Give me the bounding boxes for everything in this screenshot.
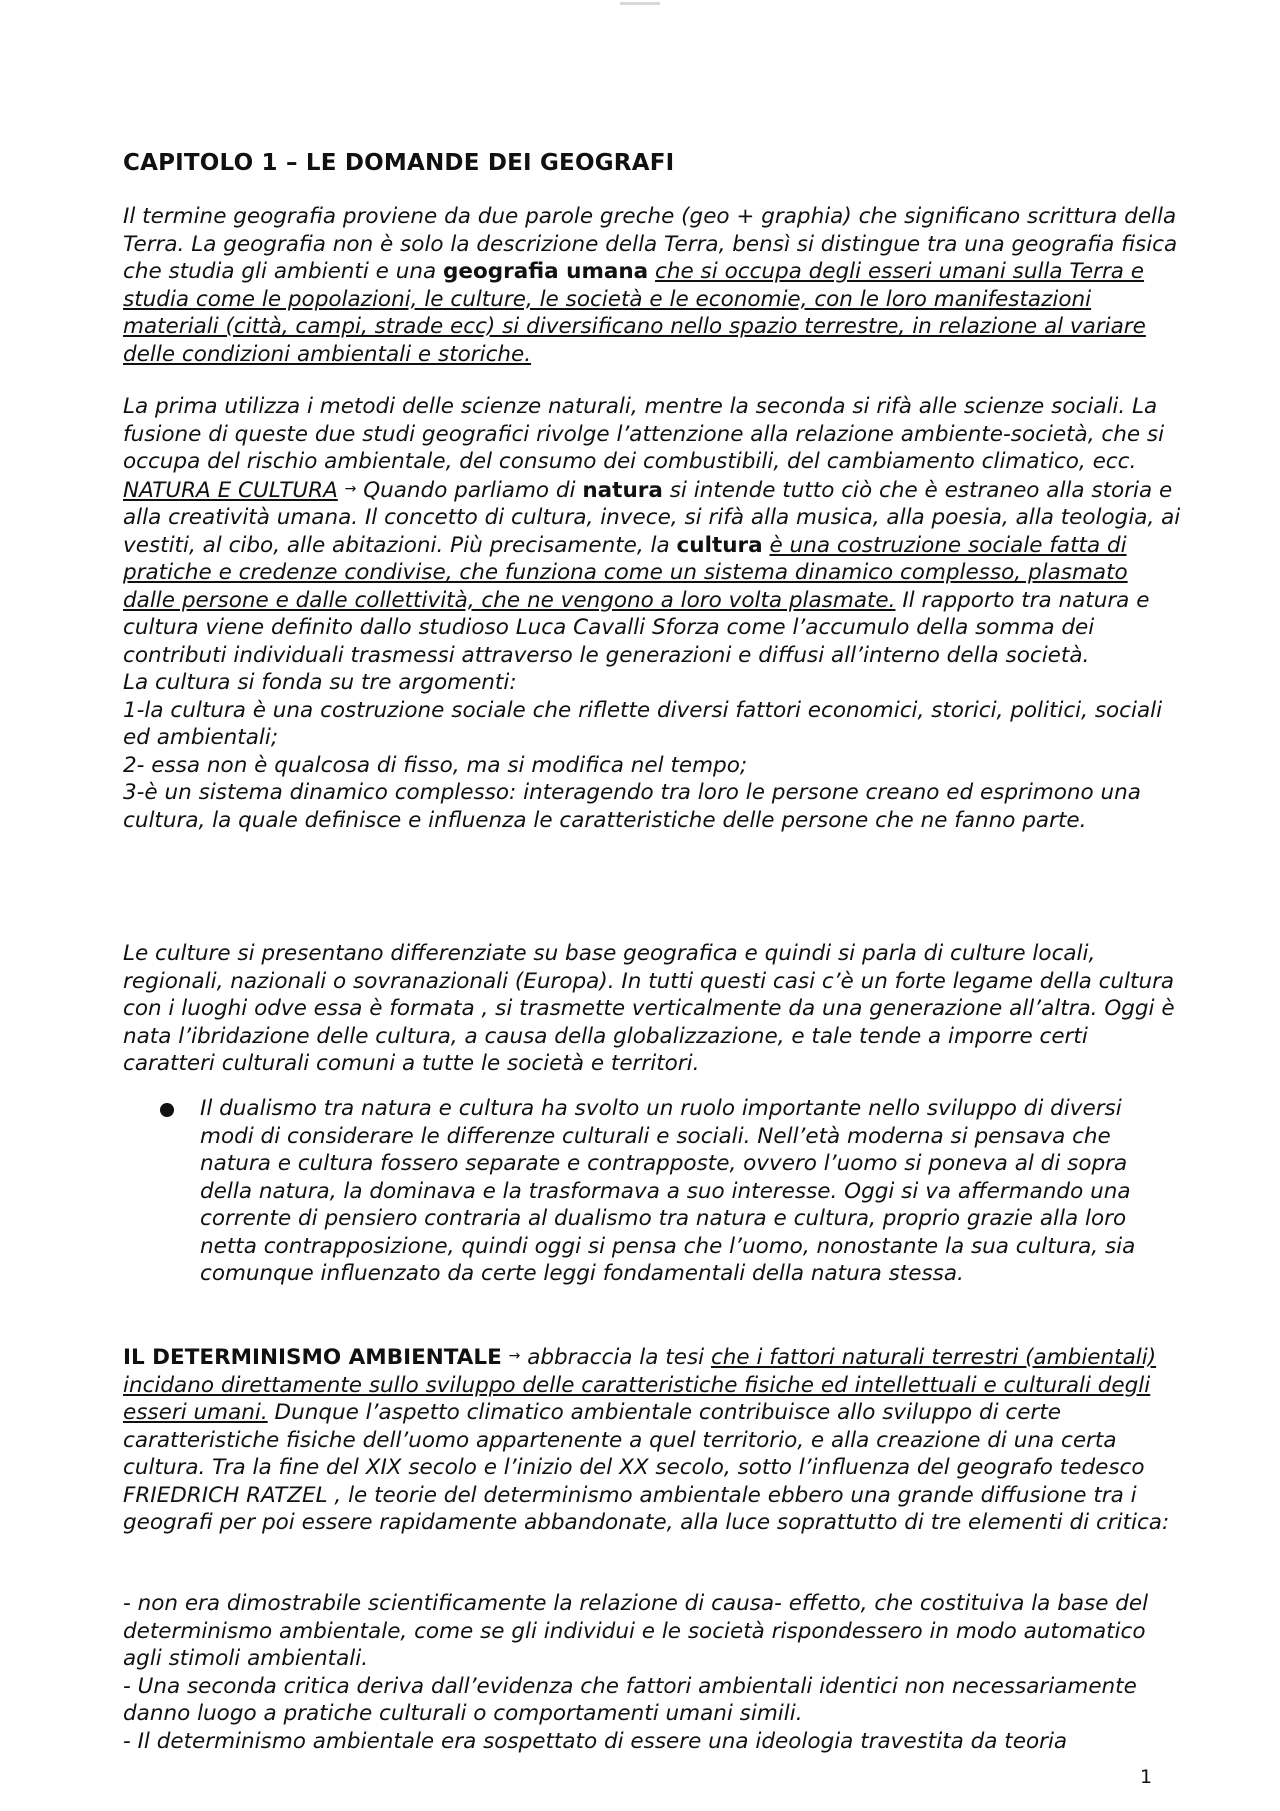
paragraph-determinismo	[123, 1343, 1183, 1537]
intro-underlined-definition: che si occupa degli esseri umani sulla Terra e studia come le popolazioni, le culture, le società e le economie, con le loro manifestazioni materiali (città, campi, strade ecc) si diversificano nello spazio terrestre, in relazione al variare delle condizioni ambientali e storiche.	[123, 259, 1146, 367]
list-item-1: 1-la cultura è una costruzione sociale che riflette diversi fattori economici, storici, politici, sociali ed ambientali;	[123, 697, 1163, 750]
nc-text-a: Quando parliamo di	[356, 477, 583, 503]
paragraph-intro	[123, 203, 1183, 368]
list-item-3: 3-è un sistema dinamico complesso: interagendo tra loro le persone creano ed esprimono una cultura, la quale definisce e influenza le caratteristiche delle persone che ne fanno parte.	[123, 780, 1141, 833]
nc-text-f: Il rapporto tra natura e cultura viene definito dallo studioso Luca Cavalli Sforza come l’accumulo della somma dei contributi individuali trasmessi attraverso le generazioni e diffusi all’interno della società.	[123, 587, 1150, 668]
determinismo-thesis: che i fattori naturali terrestri (ambientali) incidano direttamente sullo sviluppo delle caratteristiche fisiche ed intellettuali e culturali degli esseri umani.	[123, 1345, 1157, 1425]
term-geografia-umana: geografia umana	[442, 259, 649, 284]
culture-locali-text: Le culture si presentano differenziate su base geografica e quindi si parla di culture locali, regionali, nazionali o sovranazionali (Europa). In tutti questi casi c’è un forte legame della cultura con i luoghi odve essa è formata , si trasmette verticalmente da una generazione all’altra. Oggi è nata l’ibridazione delle cultura, a causa della globalizzazione, e tale tende a imporre certi caratteri culturali comuni a tutte le società e territori.	[123, 941, 1175, 1076]
nc-text-c: si intende tutto ciò che è estraneo alla storia e alla creatività umana. Il concetto di cultura, invece, si rifà alla musica, alla poesia, alla teologia, ai vestiti, al cibo, alle abitazioni. Più precisamente, la	[123, 477, 1181, 558]
intro-text: Il termine geografia proviene da due parole greche (geo + graphia) che significano scrittura della Terra. La geografia non è solo la descrizione della Terra, bensì si distingue tra una geografia fisica che studia gli ambienti e una	[123, 204, 1178, 284]
term-cultura: cultura	[676, 532, 763, 558]
list-item-2: 2- essa non è qualcosa di fisso, ma si modifica nel tempo;	[123, 752, 748, 778]
det-text-c: Dunque l’aspetto climatico ambientale contribuisce allo sviluppo di certe caratteristiche fisiche dell’uomo appartenente a quel territorio, e alla creazione di una certa cultura. Tra la fine del XIX secolo e l’inizio del XX secolo, sotto l’influenza del geografo tedesco FRIEDRICH RATZEL , le teorie del determinismo ambientale ebbero una grande diffusione tra i geografi per poi essere rapidamente abbandonate, alla luce soprattutto di tre elementi di critica:	[123, 1400, 1170, 1535]
natura-cultura-label: NATURA E CULTURA	[123, 477, 338, 503]
paragraph-culture-locali	[123, 940, 1183, 1078]
paragraph-natura-cultura	[123, 393, 1183, 834]
critica-2: - Una seconda critica deriva dall’evidenza che fattori ambientali identici non necessariamente danno luogo a pratiche culturali o comportamenti umani simili.	[123, 1673, 1137, 1726]
arrow-icon: →	[508, 1348, 521, 1364]
bullet-dot-icon	[160, 1103, 174, 1117]
det-text-a: abbraccia la tesi	[520, 1345, 711, 1370]
cultura-definition: è una costruzione sociale fatta di pratiche e credenze condivise, che funziona come un sistema dinamico complesso, plasmato dalle persone e dalle collettività, che ne vengono a loro volta plasmate.	[123, 532, 1128, 613]
list-intro: La cultura si fonda su tre argomenti:	[123, 670, 517, 695]
critica-1: - non era dimostrabile scientificamente la relazione di causa- effetto, che costituiva la base del determinismo ambientale, come se gli individui e le società rispondessero in modo automatico agli stimoli ambientali.	[123, 1591, 1149, 1671]
arrow-icon: →	[344, 480, 357, 497]
methods-text: La prima utilizza i metodi delle scienze naturali, mentre la seconda si rifà alle scienze sociali. La fusione di queste due studi geografici rivolge l’attenzione alla relazione ambiente-società, che si occupa del rischio ambientale, del consumo dei combustibili, del cambiamento climatico, ecc.	[123, 394, 1165, 474]
chapter-title: CAPITOLO 1 – LE DOMANDE DEI GEOGRAFI	[123, 150, 675, 176]
page-number: 1	[1140, 1766, 1153, 1788]
determinismo-heading: IL DETERMINISMO AMBIENTALE	[123, 1345, 502, 1370]
page-header-mark	[620, 2, 660, 5]
paragraph-critiche	[123, 1590, 1183, 1755]
bullet-dualismo-text: Il dualismo tra natura e cultura ha svolto un ruolo importante nello sviluppo di diversi modi di considerare le differenze culturali e sociali. Nell’età moderna si pensava che natura e cultura fossero separate e contrapposte, ovvero l’uomo si poneva al di sopra della natura, la dominava e la trasformava a suo interesse. Oggi si va affermando una corrente di pensiero contraria al dualismo tra natura e cultura, proprio grazie alla loro netta contrapposizione, quindi oggi si pensa che l’uomo, nonostante la sua cultura, sia comunque influenzato da certe leggi fondamentali della natura stessa.	[200, 1096, 1136, 1286]
critica-3: - Il determinismo ambientale era sospettato di essere una ideologia travestita da teoria	[123, 1728, 1068, 1754]
term-natura: natura	[582, 477, 663, 503]
